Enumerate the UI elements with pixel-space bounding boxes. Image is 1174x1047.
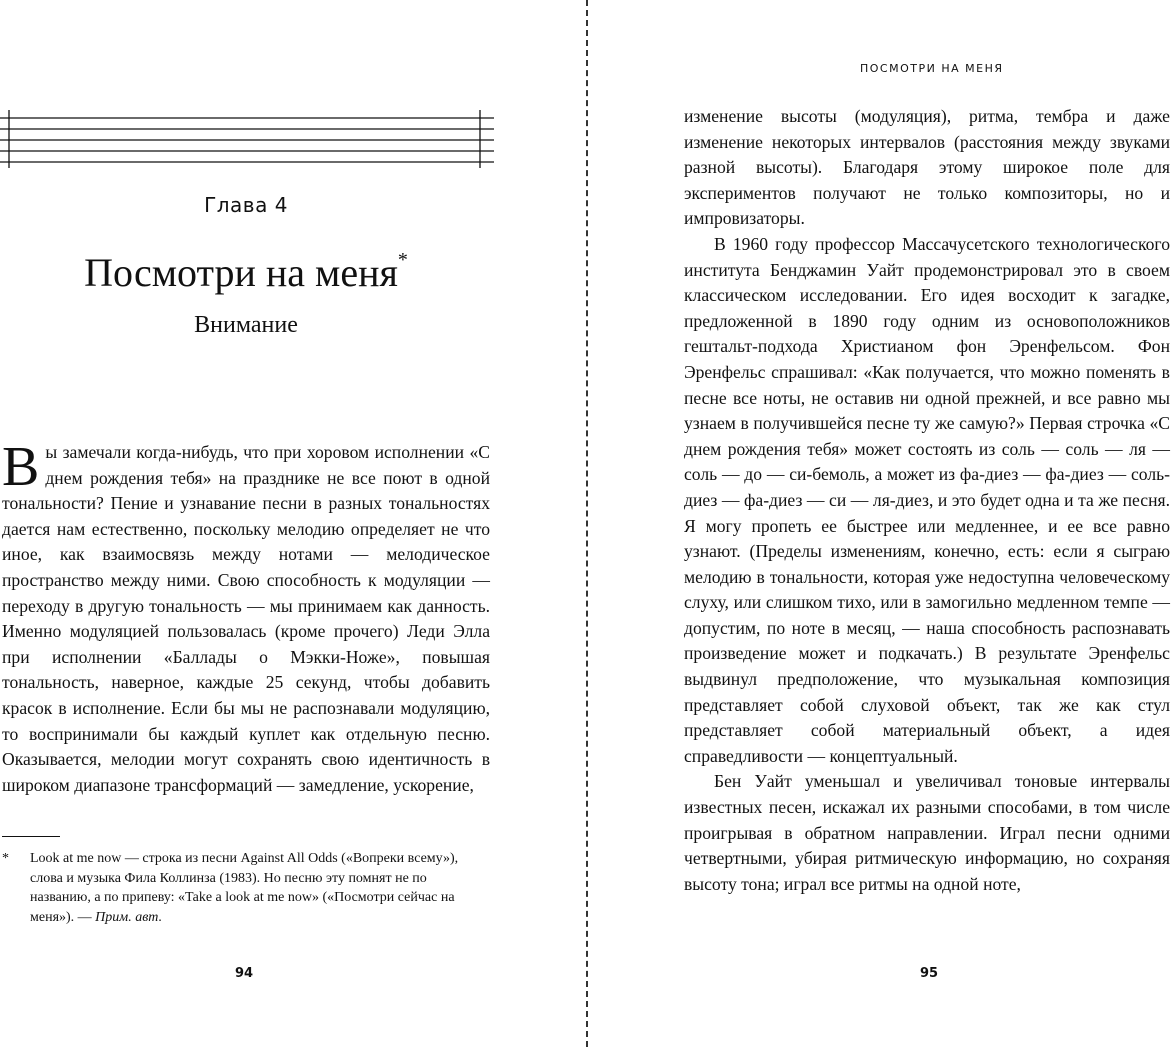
page-fold-divider [586,0,588,1047]
chapter-subtitle: Внимание [194,312,298,338]
running-head: ПОСМОТРИ НА МЕНЯ [860,62,1004,75]
drop-cap: В [2,436,40,498]
footnote [2,849,490,927]
footnote-marker: * [397,248,408,271]
paragraph-ben-white: Бен Уайт уменьшал и увеличивал тоновые интервалы известных песен, искажал их разными способами, в том числе проигрывая в обратном направлении. Играл песни одними четвертными, убирая ритмическую информацию, но сохраняя высоту тона; играл все ритмы на одной ноте, [684,771,1170,894]
body-text-right [684,104,1170,897]
footnote-text: Look at me now — строка из песни Against All Odds («Вопреки всему»), слова и музыка Фила Коллинза (1983). Но песню эту помнят не по названию, а по припеву: «Take a look at me now» («Посмотри сейчас на меня»). — [30,851,459,925]
paragraph-white-study: В 1960 году профессор Массачусетского технологического института Бенджамин Уайт продемонстрировал это в своем классическом исследовании. Его идея восходит к загадке, предложенной в 1890 году одним из основоположников гештальт-подхода Христианом фон Эренфельсом. Фон Эренфельс спрашивал: «Как получается, что можно поменять в песне все ноты, не оставив ни одной прежней, и все равно мы узнаем в получившейся песне ту же самую?» Первая строчка «С днем рождения тебя» может состоять из соль — соль — ля — соль — до — си-бемоль, а может из фа-диез — фа-диез — соль-диез — фа-диез — си — ля-диез, и это будет одна и та же песня. Я могу пропеть ее быстрее или медленнее, и ее все равно узнают. (Пределы изменениям, конечно, есть: если я сыграю мелодию в тональности, которая уже недоступна человеческому слуху, или слишком тихо, или в замогильно медленном темпе — допустим, по ноте в месяц, — наша способность распознавать произведение может и подкачать.) В результате Эренфельс выдвинул предположение, что музыкальная композиция представляет собой слуховой объект, так же как стул представляет собой материальный объект, а идея справедливости — концептуальный. [684,233,1170,766]
chapter-number: Глава 4 [204,193,288,217]
paragraph-continued: изменение высоты (модуляция), ритма, тембра и даже изменение некоторых интервалов (расстояния между звуками разной высоты). Благодаря этому широкое поле для экспериментов получают не только композиторы, но и импровизаторы. [684,106,1170,229]
footnote-attribution: Прим. авт. [95,909,163,925]
music-staff-icon [0,110,494,168]
chapter-title [0,249,492,296]
page-number-left: 94 [235,966,254,981]
footnote-body [30,849,490,927]
chapter-title-text: Посмотри на меня [84,250,398,295]
page-number-right: 95 [920,966,939,981]
paragraph-1: ы замечали когда-нибудь, что при хоровом исполнении «С днем рождения тебя» на празднике не все поют в одной тональности? Пение и узнавание песни в разных тональностях дается нам естественно, поскольку мелодию определяет не что иное, как взаимосвязь между нотами — мелодическое пространство между ними. Свою способность к модуляции — переходу в другую тональность — мы принимаем как данность. Именно модуляцией пользовалась (кроме прочего) Леди Элла при исполнении «Баллады о Мэкки-Ноже», повышая тональность, наверное, каждые 25 секунд, чтобы добавить красок в исполнение. Если бы мы не распознавали модуляцию, то воспринимали бы каждый куплет как отдельную песню. Оказывается, мелодии могут сохранять свою идентичность в широком диапазоне трансформаций — замедление, ускорение, [2,442,490,795]
body-text-left [2,436,490,798]
footnote-rule [2,836,60,837]
footnote-mark: * [2,851,9,866]
left-page [0,0,580,1047]
